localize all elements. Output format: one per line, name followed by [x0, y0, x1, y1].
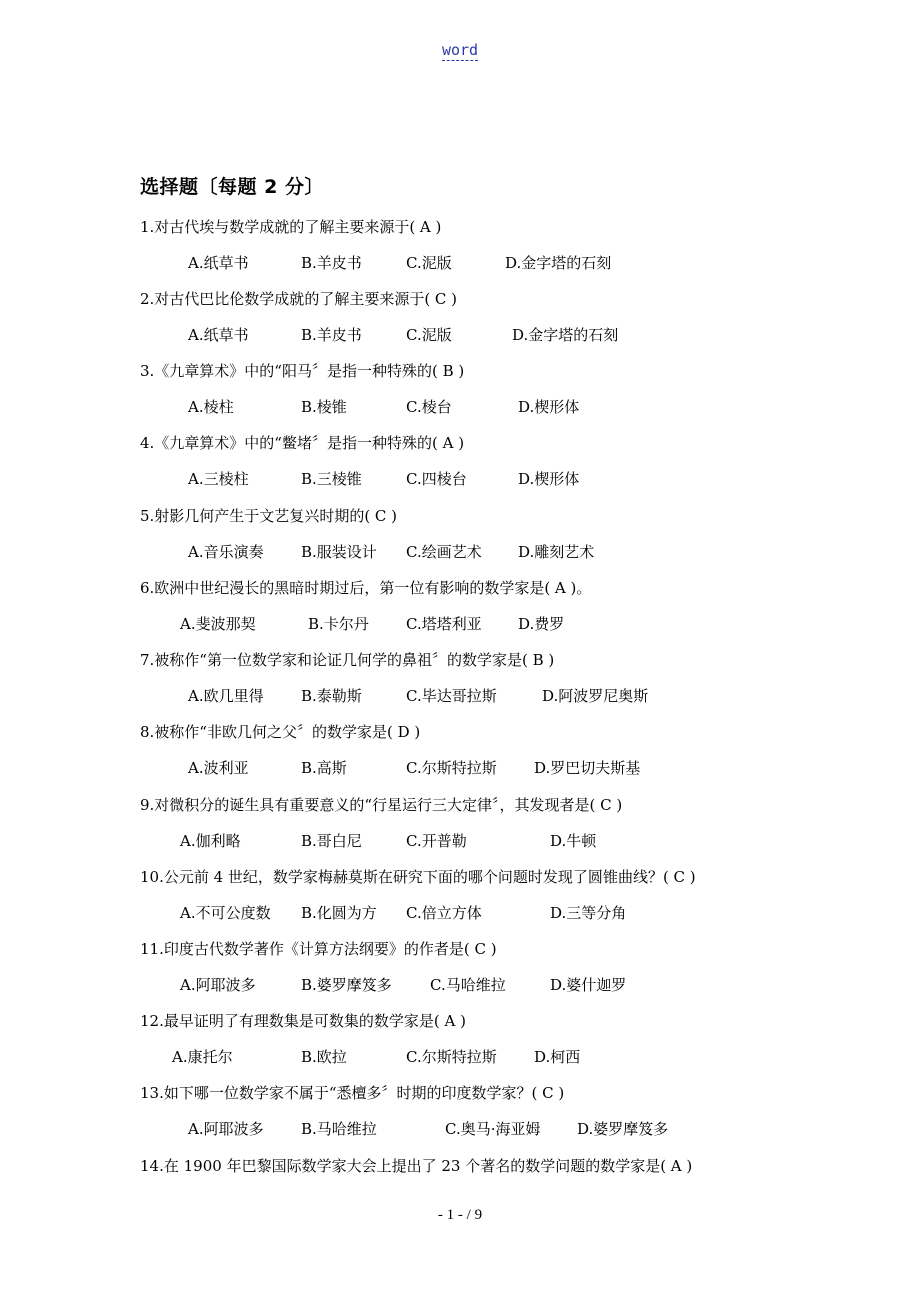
option-a: A.伽利略 [180, 832, 241, 850]
question-text: 7.被称作“第一位数学家和论证几何学的鼻祖〞的数学家是( B ) [140, 651, 555, 669]
question-text: 12.最早证明了有理数集是可数集的数学家是( A ) [140, 1012, 466, 1030]
page-number: - 1 - / 9 [437, 1207, 483, 1223]
option-b: B.婆罗摩笈多 [301, 976, 392, 994]
option-d: D.柯西 [534, 1048, 581, 1066]
option-b: B.棱锥 [301, 398, 347, 416]
option-c: C.开普勒 [406, 832, 467, 850]
header-link-text[interactable]: word [441, 41, 479, 59]
option-a: A.阿耶波多 [180, 976, 256, 994]
question-text: 3.《九章算术》中的“阳马〞是指一种特殊的( B ) [140, 362, 465, 380]
option-b: B.高斯 [301, 759, 347, 777]
option-d: D.楔形体 [518, 398, 580, 416]
option-d: D.金字塔的石刻 [512, 326, 619, 344]
question-text: 8.被称作“非欧几何之父〞的数学家是( D ) [140, 723, 421, 741]
option-b: B.化圆为方 [301, 904, 377, 922]
option-b: B.马哈维拉 [301, 1120, 377, 1138]
question-text: 9.对微积分的诞生具有重要意义的“行星运行三大定律〞，其发现者是( C ) [140, 796, 623, 814]
option-b: B.欧拉 [301, 1048, 347, 1066]
option-c: C.棱台 [406, 398, 452, 416]
option-c: C.奥马·海亚姆 [445, 1120, 541, 1138]
option-a: A.三棱柱 [188, 470, 249, 488]
option-a: A.棱柱 [188, 398, 234, 416]
section-title: 选择题〔每题 2 分〕 [140, 176, 324, 198]
option-a: A.欧几里得 [188, 687, 264, 705]
option-d: D.婆什迦罗 [550, 976, 627, 994]
option-c: C.毕达哥拉斯 [406, 687, 497, 705]
option-d: D.罗巴切夫斯基 [534, 759, 641, 777]
option-a: A.音乐演奏 [188, 543, 264, 561]
option-d: D.婆罗摩笈多 [577, 1120, 669, 1138]
question-text: 13.如下哪一位数学家不属于“悉檀多〞时期的印度数学家？( C ) [140, 1084, 565, 1102]
option-d: D.楔形体 [518, 470, 580, 488]
option-c: C.塔塔利亚 [406, 615, 482, 633]
option-a: A.斐波那契 [180, 615, 256, 633]
option-d: D.雕刻艺术 [518, 543, 595, 561]
option-c: C.倍立方体 [406, 904, 482, 922]
option-a: A.纸草书 [188, 254, 249, 272]
option-d: D.费罗 [518, 615, 565, 633]
option-b: B.卡尔丹 [308, 615, 369, 633]
option-c: C.尔斯特拉斯 [406, 1048, 497, 1066]
option-c: C.尔斯特拉斯 [406, 759, 497, 777]
option-c: C.马哈维拉 [430, 976, 506, 994]
option-b: B.哥白尼 [301, 832, 362, 850]
question-text: 14.在 1900 年巴黎国际数学家大会上提出了 23 个著名的数学问题的数学家是( A ) [140, 1157, 693, 1175]
option-a: A.波利亚 [188, 759, 249, 777]
option-b: B.泰勒斯 [301, 687, 362, 705]
option-b: B.服装设计 [301, 543, 377, 561]
question-text: 5.射影几何产生于文艺复兴时期的( C ) [140, 507, 398, 525]
option-a: A.纸草书 [188, 326, 249, 344]
option-d: D.牛顿 [550, 832, 597, 850]
option-d: D.金字塔的石刻 [505, 254, 612, 272]
option-d: D.三等分角 [550, 904, 627, 922]
option-c: C.泥版 [406, 254, 452, 272]
option-b: B.三棱锥 [301, 470, 362, 488]
option-c: C.泥版 [406, 326, 452, 344]
option-b: B.羊皮书 [301, 254, 362, 272]
option-c: C.四棱台 [406, 470, 467, 488]
option-a: A.康托尔 [172, 1048, 233, 1066]
question-text: 10.公元前 4 世纪，数学家梅赫莫斯在研究下面的哪个问题时发现了圆锥曲线？( C ) [140, 868, 696, 886]
option-a: A.不可公度数 [180, 904, 271, 922]
option-c: C.绘画艺术 [406, 543, 482, 561]
question-text: 2.对古代巴比伦数学成就的了解主要来源于( C ) [140, 290, 458, 308]
question-text: 1.对古代埃与数学成就的了解主要来源于( A ) [140, 218, 442, 236]
question-text: 11.印度古代数学著作《计算方法纲要》的作者是( C ) [140, 940, 497, 958]
question-text: 6.欧洲中世纪漫长的黑暗时期过后，第一位有影响的数学家是( A )。 [140, 579, 592, 597]
header-link[interactable] [0, 41, 920, 59]
option-a: A.阿耶波多 [188, 1120, 264, 1138]
question-text: 4.《九章算术》中的“鳖堵〞是指一种特殊的( A ) [140, 434, 465, 452]
option-d: D.阿波罗尼奥斯 [542, 687, 649, 705]
option-b: B.羊皮书 [301, 326, 362, 344]
